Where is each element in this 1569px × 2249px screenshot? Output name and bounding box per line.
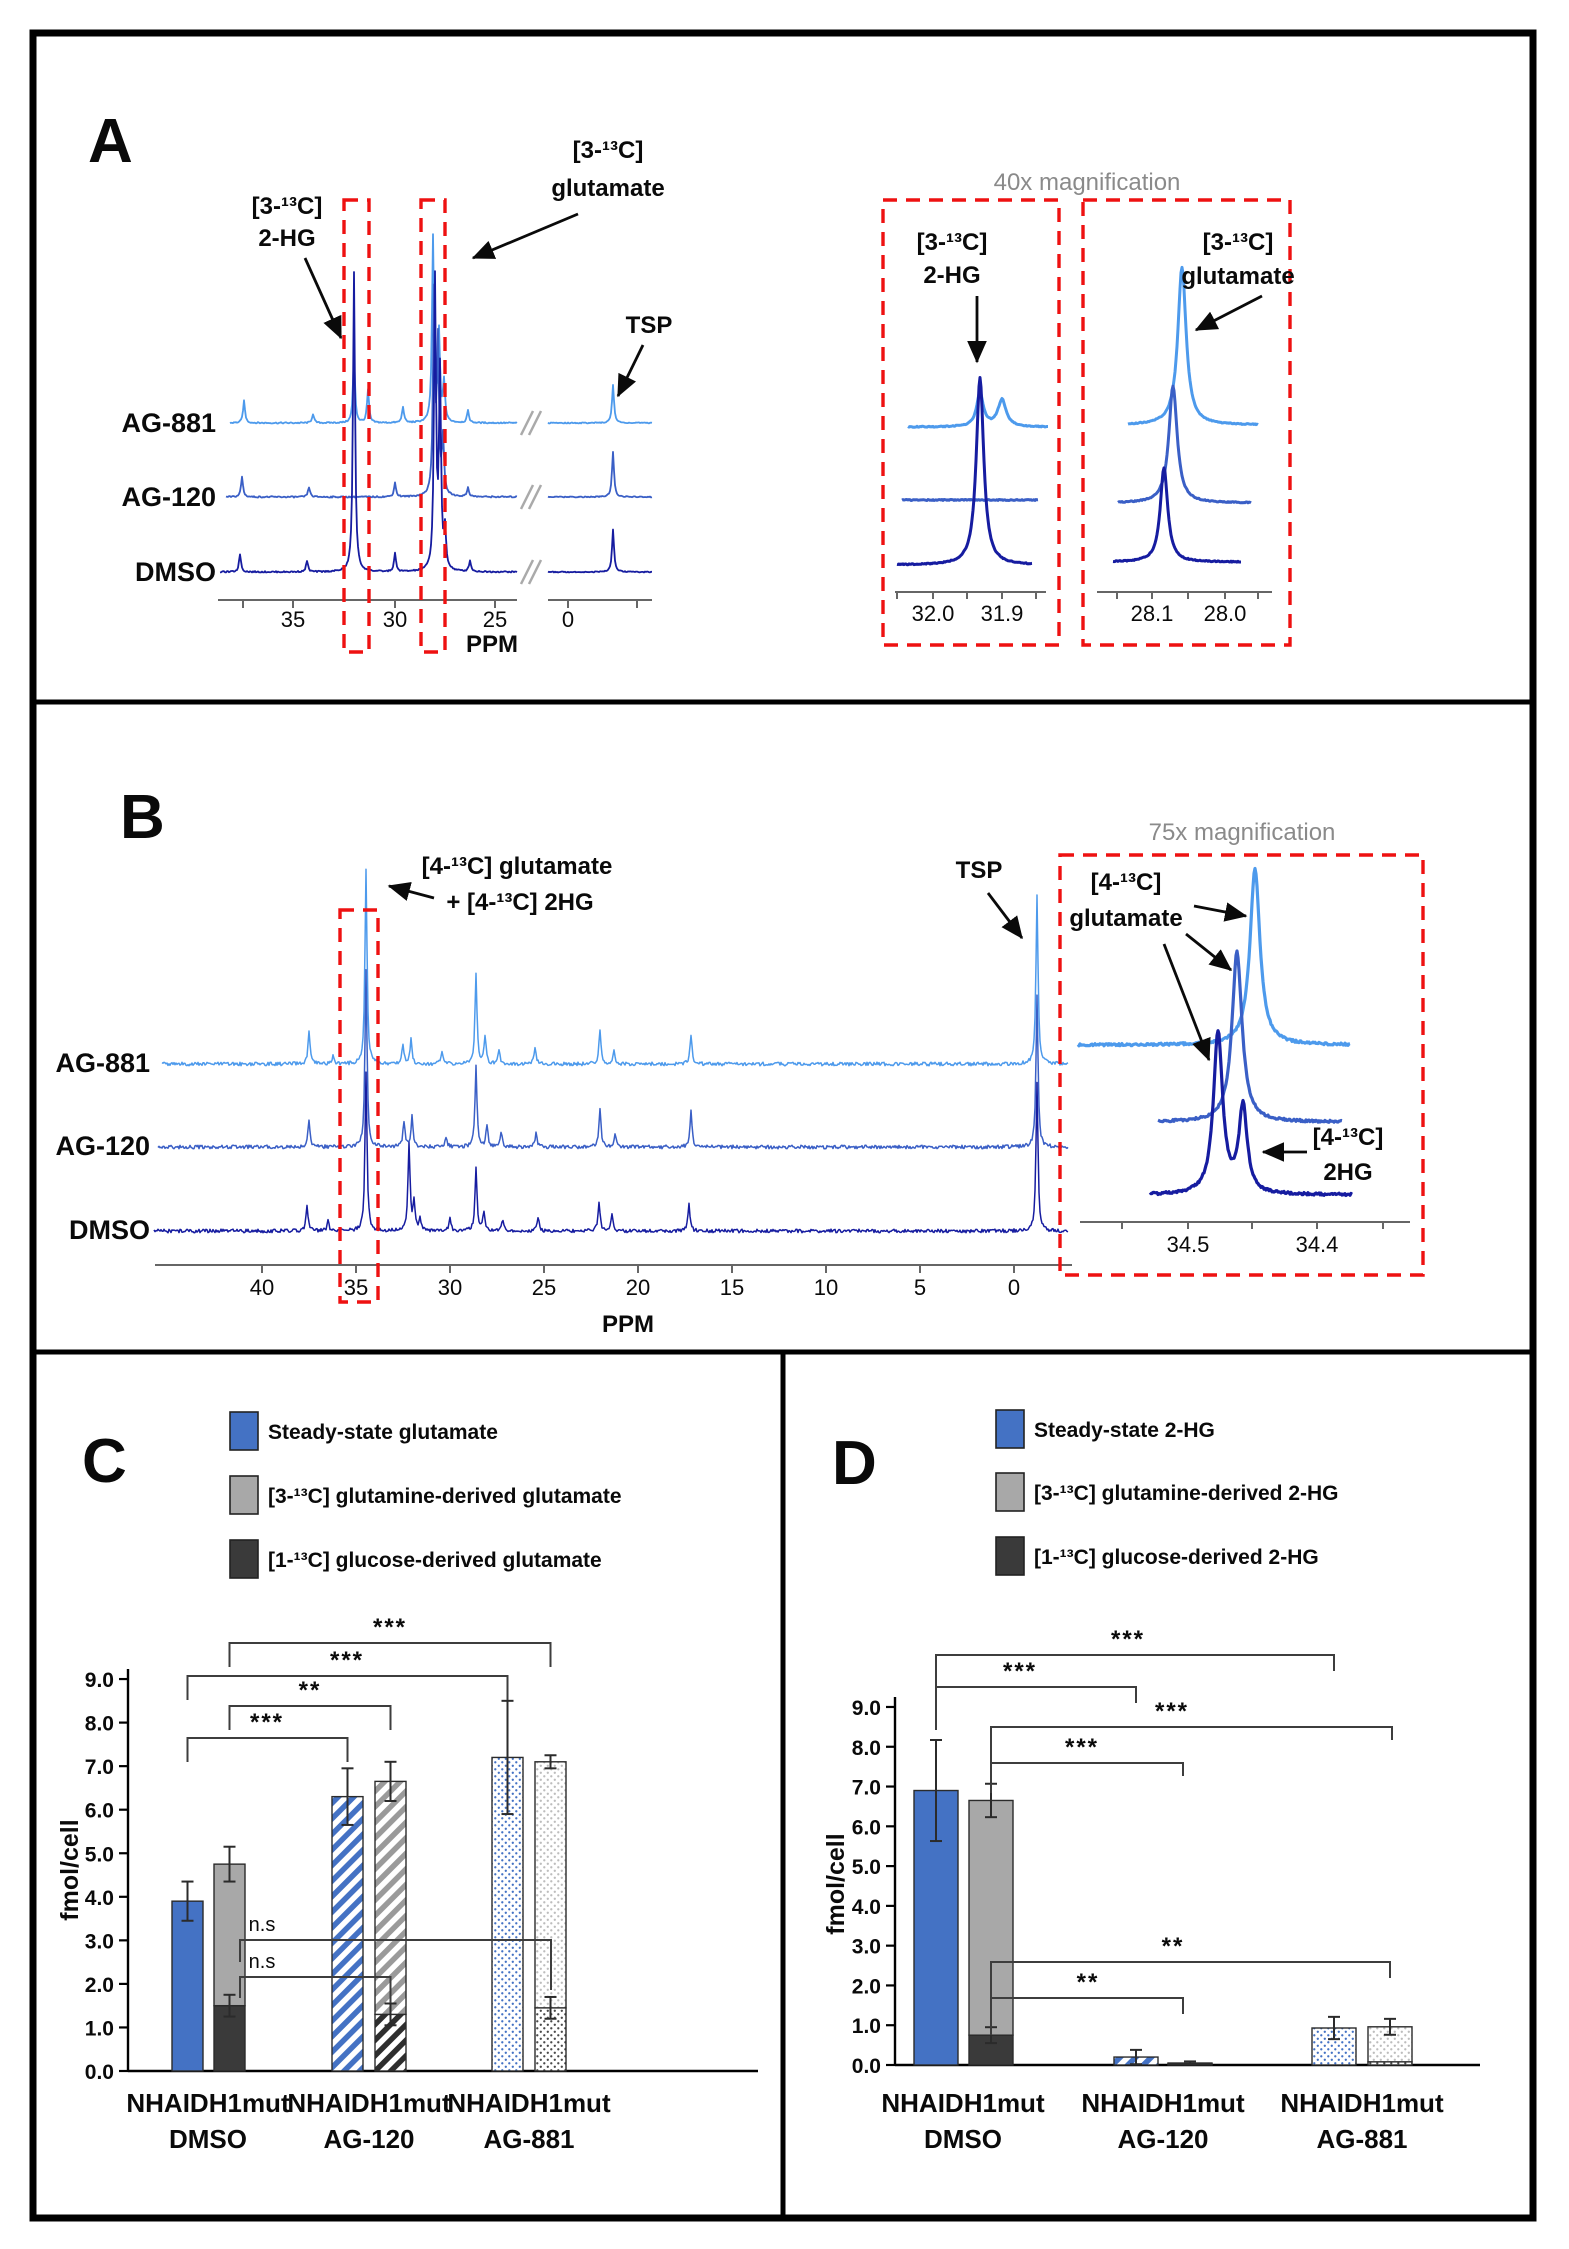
panel-c-y-tick-label: 6.0	[84, 1799, 114, 1823]
panel-b-inset-trace	[1158, 951, 1342, 1122]
panel-d-sig-label: ***	[1002, 1658, 1038, 1685]
panel-d-y-tick-label: 0.0	[851, 2055, 881, 2078]
panel-d-y-tick-label: 9.0	[851, 1696, 881, 1720]
panel-c-y-tick-label: 9.0	[84, 1669, 114, 1693]
panel-c-group-label-line2: AG-120	[323, 2124, 415, 2154]
panel-d-sig-label: **	[1076, 1969, 1100, 1996]
panel-d-group-label-line2: AG-881	[1316, 2124, 1408, 2154]
panel-a-trace	[548, 452, 652, 498]
annotation-b-line2: + [4-¹³C] 2HG	[446, 889, 594, 916]
panel-b-annotation-arrow	[1194, 906, 1246, 916]
inset-a2-label-line2: glutamate	[1181, 263, 1295, 290]
panel-c-sig-bracket	[188, 1738, 348, 1762]
trace-label-b-dmso: DMSO	[69, 1215, 150, 1245]
panel-a-trace	[226, 284, 517, 497]
annotation-tsp-b: TSP	[955, 857, 1003, 884]
inset-b-2hg-line1: [4-¹³C]	[1312, 1124, 1384, 1151]
trace-label-b-ag120: AG-120	[55, 1131, 150, 1161]
panel-a-inset-trace	[1128, 267, 1258, 424]
panel-d-y-tick-label: 3.0	[851, 1935, 881, 1959]
panel-d-y-tick-label: 4.0	[851, 1895, 881, 1919]
panel-d-legend-swatch	[996, 1473, 1024, 1511]
generated-graphics	[33, 33, 1533, 2218]
inset-a2-label-line1: [3-¹³C]	[1202, 229, 1274, 256]
panel-b-x-tick-label: 20	[625, 1275, 651, 1300]
panel-c-legend-label: [1-¹³C] glucose-derived glutamate	[268, 1549, 602, 1572]
panel-c-legend-swatch	[230, 1476, 258, 1514]
panel-d-group-label-line2: DMSO	[924, 2124, 1002, 2154]
panel-a-annotation-arrow	[1196, 296, 1262, 330]
panel-a-x-tick-label: 0	[561, 607, 575, 632]
panel-a-inset-trace	[897, 378, 1032, 565]
inset-a1-label-line2: 2-HG	[923, 262, 981, 289]
panel-a-x-tick-label: 35	[280, 607, 306, 632]
panel-c-sig-bracket	[230, 1643, 551, 1667]
trace-label-a-ag120: AG-120	[121, 482, 216, 512]
panel-d-y-tick-label: 1.0	[851, 2015, 881, 2039]
panel-b-annotation-arrow	[389, 886, 434, 898]
panel-d-legend-label: Steady-state 2-HG	[1034, 1419, 1215, 1442]
panel-a-annotation-arrow	[305, 258, 341, 338]
panel-b-x-tick-label: 15	[719, 1275, 745, 1300]
panel-c-group-label-line1: NHAIDH1mut	[447, 2088, 611, 2118]
panel-c-sig-label: **	[298, 1677, 322, 1704]
panel-d-letter: D	[832, 1429, 877, 1498]
panel-d-y-tick-label: 7.0	[851, 1776, 881, 1800]
panel-a-trace	[548, 530, 652, 573]
panel-d-group-label-line2: AG-120	[1117, 2124, 1209, 2154]
panel-d-sig-bracket	[991, 1998, 1183, 2035]
panel-d-sig-label: **	[1161, 1933, 1185, 1960]
panel-c-bar	[332, 1797, 363, 2071]
annotation-glutamate-line2: glutamate	[551, 175, 665, 202]
panel-b-x-tick-label: 5	[913, 1275, 927, 1300]
panel-a-inset-trace	[1113, 468, 1241, 562]
panel-c-sig-bracket	[240, 1977, 391, 2003]
panel-c-legend-label: [3-¹³C] glutamine-derived glutamate	[268, 1485, 622, 1508]
annotation-2hg-line1: [3-¹³C]	[251, 193, 323, 220]
magnification-title-b: 75x magnification	[1148, 819, 1336, 846]
panel-c-y-tick-label: 1.0	[84, 2017, 114, 2041]
panel-b-x-tick-label: 0	[1007, 1275, 1021, 1300]
panel-a-x-tick-label: 30	[382, 607, 408, 632]
panel-b-inset-tick-label: 34.4	[1295, 1232, 1339, 1257]
panel-d-sig-bracket	[936, 1687, 1136, 1730]
axis-label-ppm-b: PPM	[601, 1311, 655, 1338]
panel-d-y-tick-label: 8.0	[851, 1736, 881, 1760]
annotation-2hg-line2: 2-HG	[258, 225, 316, 252]
panel-b-inset-tick-label: 34.5	[1166, 1232, 1210, 1257]
panel-b-highlight-box	[340, 910, 378, 1302]
inset-b-glutamate-line2: glutamate	[1069, 905, 1183, 932]
panel-c-y-tick-label: 8.0	[84, 1712, 114, 1736]
panel-c-sig-label: ***	[372, 1614, 408, 1641]
inset-b-glutamate-line1: [4-¹³C]	[1090, 869, 1162, 896]
panel-d-y-tick-label: 2.0	[851, 1975, 881, 1999]
panel-c-sig-label: n.s	[248, 1914, 276, 1936]
panel-c-y-tick-label: 5.0	[84, 1843, 114, 1867]
panel-c-sig-label: n.s	[248, 1951, 276, 1973]
panel-c-y-tick-label: 4.0	[84, 1886, 114, 1910]
magnification-title-a: 40x magnification	[993, 169, 1181, 196]
annotation-tsp-a: TSP	[625, 312, 673, 339]
panel-d-legend-swatch	[996, 1410, 1024, 1448]
panel-d-legend-label: [1-¹³C] glucose-derived 2-HG	[1034, 1546, 1319, 1569]
trace-label-a-dmso: DMSO	[135, 557, 216, 587]
panel-c-legend-swatch	[230, 1412, 258, 1450]
panel-c-bar	[172, 1901, 203, 2071]
panel-b-x-tick-label: 40	[249, 1275, 275, 1300]
panel-a-inset-tick-label: 31.9	[980, 601, 1024, 626]
panel-a-inset-tick-label: 28.1	[1130, 601, 1174, 626]
panel-b-x-tick-label: 30	[437, 1275, 463, 1300]
panel-a-annotation-arrow	[473, 214, 578, 258]
panel-a-inset-tick-label: 32.0	[911, 601, 955, 626]
panel-c-sig-label: ***	[249, 1709, 285, 1736]
panel-c-y-tick-label: 0.0	[84, 2061, 114, 2084]
panel-d-legend-label: [3-¹³C] glutamine-derived 2-HG	[1034, 1482, 1339, 1505]
panel-d-sig-label: ***	[1154, 1698, 1190, 1725]
panel-b-letter: B	[120, 783, 165, 852]
panel-d-sig-label: ***	[1064, 1734, 1100, 1761]
panel-c-group-label-line2: AG-881	[483, 2124, 575, 2154]
panel-b-trace	[162, 869, 1068, 1066]
panel-a-inset-tick-label: 28.0	[1203, 601, 1247, 626]
panel-d-sig-bracket	[991, 1763, 1183, 1793]
inset-a1-label-line1: [3-¹³C]	[916, 229, 988, 256]
panel-c-y-tick-label: 2.0	[84, 1973, 114, 1997]
panel-a-highlight-box	[344, 200, 369, 652]
y-axis-label-d: fmol/cell	[822, 1833, 850, 1935]
panel-a-x-tick-label: 25	[482, 607, 508, 632]
panel-c-legend-label: Steady-state glutamate	[268, 1421, 498, 1444]
panel-c-y-tick-label: 3.0	[84, 1930, 114, 1954]
panel-b-x-tick-label: 35	[343, 1275, 369, 1300]
panel-a-trace	[548, 385, 652, 424]
panel-d-group-label-line1: NHAIDH1mut	[1280, 2088, 1444, 2118]
panel-c-letter: C	[82, 1427, 127, 1496]
panel-d-sig-label: ***	[1110, 1626, 1146, 1653]
static-labels	[55, 107, 1383, 1935]
panel-a-letter: A	[88, 107, 133, 176]
panel-d-legend-swatch	[996, 1537, 1024, 1575]
panel-a-inset-trace	[1118, 386, 1251, 503]
panel-b-inset-trace	[1150, 1031, 1352, 1196]
panel-a-annotation-arrow	[618, 345, 643, 396]
panel-c-sig-label: ***	[329, 1647, 365, 1674]
annotation-glutamate-line1: [3-¹³C]	[572, 137, 644, 164]
panel-a-inset-trace	[902, 500, 1038, 501]
panel-b-trace	[154, 1072, 1068, 1233]
trace-label-a-ag881: AG-881	[121, 408, 216, 438]
y-axis-label-c: fmol/cell	[56, 1819, 84, 1921]
panel-d-y-tick-label: 5.0	[851, 1856, 881, 1880]
panel-d-y-tick-label: 6.0	[851, 1816, 881, 1840]
panel-c-legend-swatch	[230, 1540, 258, 1578]
panel-b-x-tick-label: 25	[531, 1275, 557, 1300]
axis-label-ppm-a: PPM	[465, 631, 519, 658]
panel-d-group-label-line1: NHAIDH1mut	[881, 2088, 1045, 2118]
panel-c-group-label-line2: DMSO	[169, 2124, 247, 2154]
inset-b-2hg-line2: 2HG	[1323, 1159, 1373, 1186]
trace-label-b-ag881: AG-881	[55, 1048, 150, 1078]
panel-a-trace	[230, 234, 517, 424]
panel-b-annotation-arrow	[1186, 934, 1231, 970]
panel-c-sig-bracket	[188, 1676, 508, 1700]
panel-c-group-label-line1: NHAIDH1mut	[126, 2088, 290, 2118]
panel-c-group-label-line1: NHAIDH1mut	[287, 2088, 451, 2118]
annotation-b-line1: [4-¹³C] glutamate	[421, 853, 613, 880]
panel-d-group-label-line1: NHAIDH1mut	[1081, 2088, 1245, 2118]
panel-b-annotation-arrow	[988, 893, 1022, 938]
panel-c-y-tick-label: 7.0	[84, 1756, 114, 1780]
panel-d-sig-bracket	[991, 1727, 1392, 1765]
panel-b-x-tick-label: 10	[813, 1275, 839, 1300]
